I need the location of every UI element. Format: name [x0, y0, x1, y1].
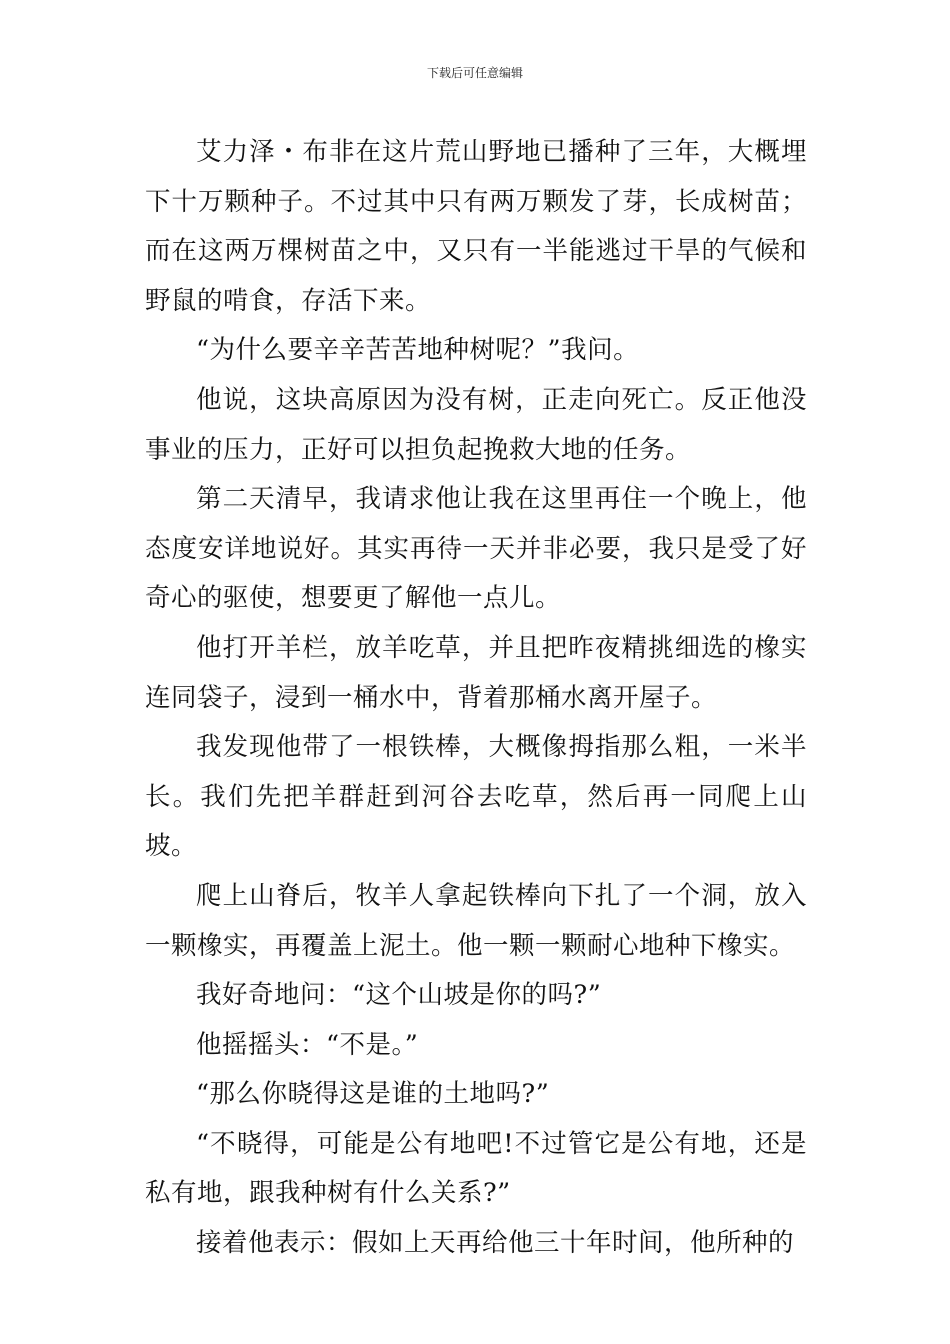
paragraph-2: “为什么要辛辛苦苦地种树呢？”我问。 — [196, 335, 640, 366]
paragraph-1: 艾力泽・布非在这片荒山野地已播种了三年，大概埋下十万颗种子。不过其中只有两万颗发了芽，长成树苗；而在这两万棵树苗之中，又只有一半能逃过干旱的气候和野鼠的啃食，存活下来。 — [145, 137, 807, 316]
paragraph-11: “不晓得，可能是公有地吧!不过管它是公有地，还是私有地，跟我种树有什么关系?” — [145, 1128, 807, 1209]
paragraph-7: 爬上山脊后，牧羊人拿起铁棒向下扎了一个洞，放入一颗橡实，再覆盖上泥土。他一颗一颗耐心地种下橡实。 — [145, 880, 807, 961]
document-body — [145, 128, 807, 1269]
paragraph-12: 接着他表示：假如上天再给他三十年时间，他所种的 — [196, 1228, 795, 1259]
paragraph-10: “那么你晓得这是谁的土地吗?” — [196, 1079, 550, 1110]
paragraph-9: 他摇摇头：“不是。” — [196, 1029, 419, 1060]
paragraph-4: 第二天清早，我请求他让我在这里再住一个晚上，他态度安详地说好。其实再待一天并非必要，我只是受了好奇心的驱使，想要更了解他一点儿。 — [145, 484, 807, 614]
paragraph-8: 我好奇地问：“这个山坡是你的吗?” — [196, 980, 602, 1011]
paragraph-5: 他打开羊栏，放羊吃草，并且把昨夜精挑细选的橡实连同袋子，浸到一桶水中，背着那桶水离开屋子。 — [145, 632, 807, 713]
page-header: 下载后可任意编辑 — [426, 66, 523, 80]
paragraph-6: 我发现他带了一根铁棒，大概像拇指那么粗，一米半长。我们先把羊群赶到河谷去吃草，然后再一同爬上山坡。 — [145, 732, 807, 862]
paragraph-3: 他说，这块高原因为没有树，正走向死亡。反正他没事业的压力，正好可以担负起挽救大地的任务。 — [145, 384, 807, 465]
